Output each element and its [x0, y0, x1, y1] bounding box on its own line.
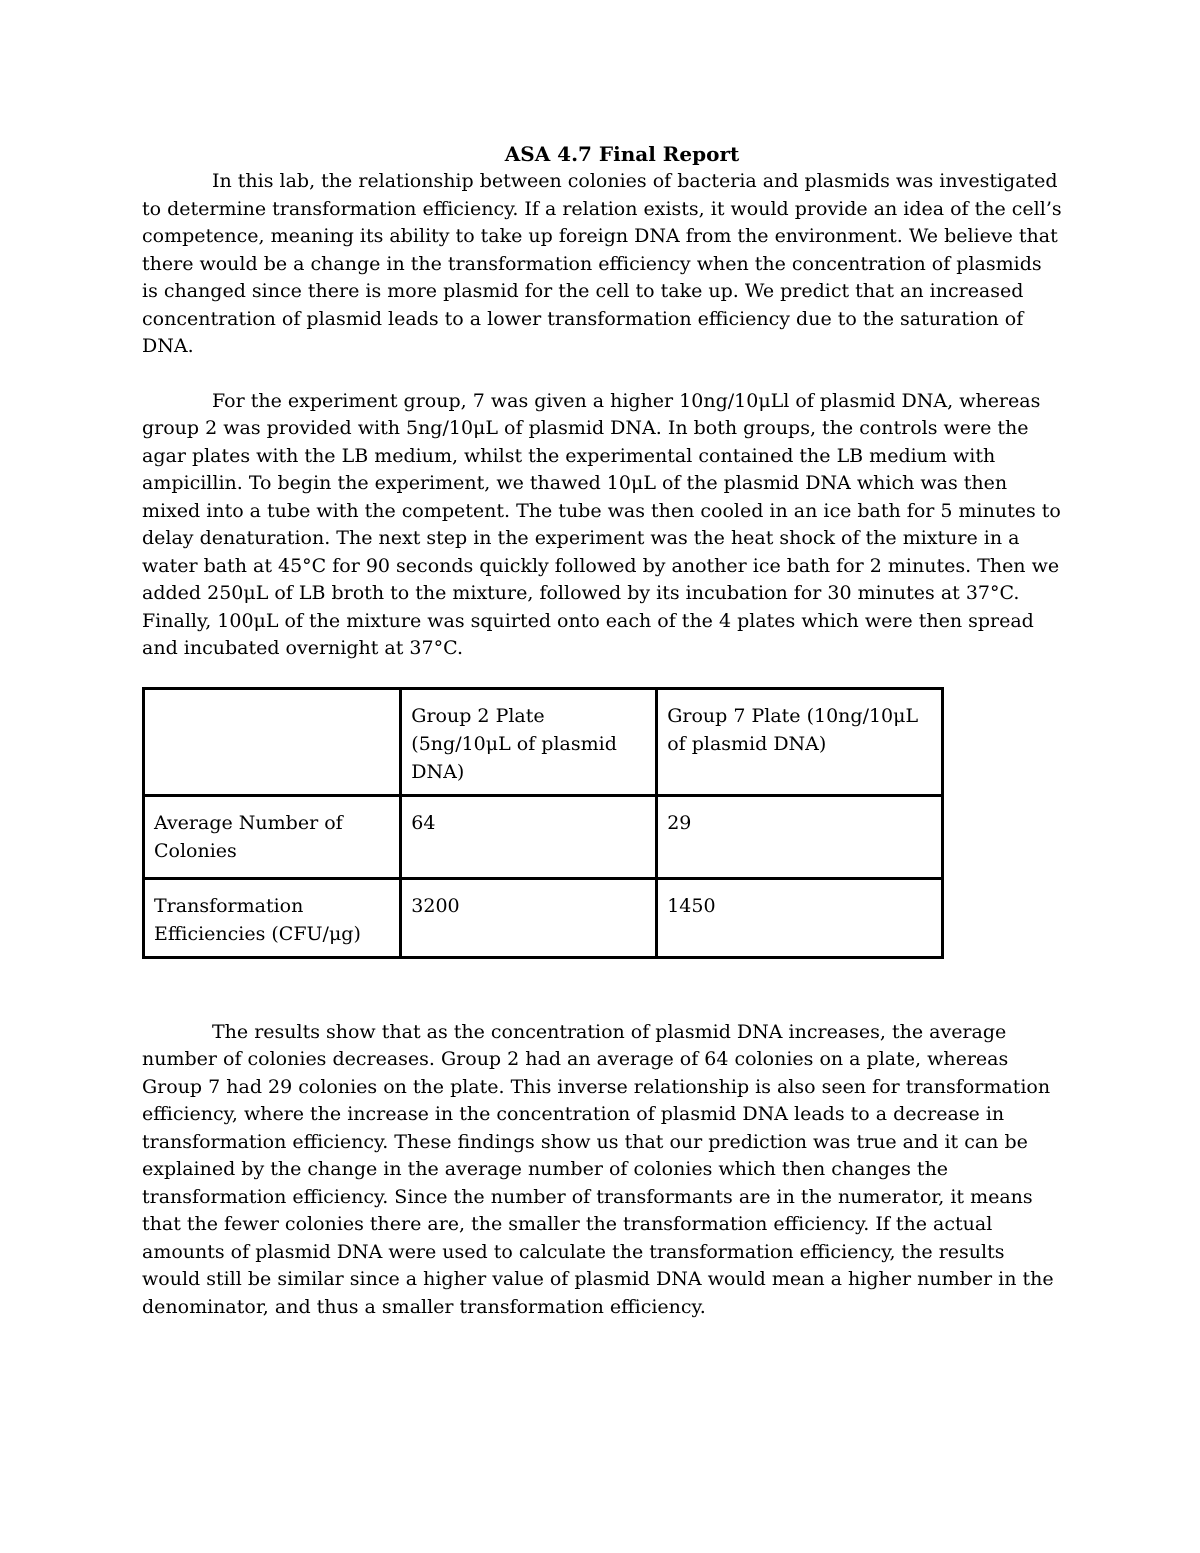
methods-paragraph: For the experiment group, 7 was given a higher 10ng/10μLl of plasmid DNA, whereas group 2 was provided with 5ng/10μL of plasmid DNA. In both groups, the controls were the agar plates with the LB medium, whilst the experimental contained the LB medium with ampicillin. To begin the experiment, we thawed 10μL of the plasmid DNA which was then mixed into a tube with the competent. The tube was then cooled in an ice bath for 5 minutes to delay denaturation. The next step in the experiment was the heat shock of the mixture in a water bath at 45°C for 90 seconds quickly followed by another ice bath for 2 minutes. Then we added 250μL of LB broth to the mixture, followed by its incubation for 30 minutes at 37°C. Finally, 100μL of the mixture was squirted onto each of the 4 plates which were then spread and incubated overnight at 37°C.: [142, 389, 1061, 659]
table-row: [144, 795, 943, 878]
table-row-label: Average Number of Colonies: [144, 795, 401, 878]
table-header-cell-empty: [144, 688, 401, 795]
table-cell: 1450: [657, 878, 943, 957]
table-row-label: Transformation Efficiencies (CFU/μg): [144, 878, 401, 957]
table-header-cell-group7: Group 7 Plate (10ng/10μL of plasmid DNA): [657, 688, 943, 795]
results-paragraph: The results show that as the concentration of plasmid DNA increases, the average number of colonies decreases. Group 2 had an average of 64 colonies on a plate, whereas Group 7 had 29 colonies on the plate. This inverse relationship is also seen for transformation efficiency, where the increase in the concentration of plasmid DNA leads to a decrease in transformation efficiency. These findings show us that our prediction was true and it can be explained by the change in the average number of colonies which then changes the transformation efficiency. Since the number of transformants are in the numerator, it means that the fewer colonies there are, the smaller the transformation efficiency. If the actual amounts of plasmid DNA were used to calculate the transformation efficiency, the results would still be similar since a higher value of plasmid DNA would mean a higher number in the denominator, and thus a smaller transformation efficiency.: [142, 1020, 1054, 1318]
table-cell: 64: [401, 795, 657, 878]
results-table: [142, 687, 944, 959]
paragraph-spacer: [142, 361, 1062, 388]
table-spacer: [142, 959, 1062, 1019]
document-title: ASA 4.7 Final Report: [504, 142, 740, 166]
table-row: [144, 878, 943, 957]
table-header-cell-group2: Group 2 Plate (5ng/10μL of plasmid DNA): [401, 688, 657, 795]
table-header-row: [144, 688, 943, 795]
results-table-container: [142, 687, 944, 959]
table-cell: 29: [657, 795, 943, 878]
table-cell: 3200: [401, 878, 657, 957]
document-page: [142, 140, 1062, 1321]
intro-paragraph: In this lab, the relationship between colonies of bacteria and plasmids was investigated to determine transformation efficiency. If a relation exists, it would provide an idea of the cell’s competence, meaning its ability to take up foreign DNA from the environment. We believe that there would be a change in the transformation efficiency when the concentration of plasmids is changed since there is more plasmid for the cell to take up. We predict that an increased concentration of plasmid leads to a lower transformation efficiency due to the saturation of DNA.: [142, 170, 1062, 357]
